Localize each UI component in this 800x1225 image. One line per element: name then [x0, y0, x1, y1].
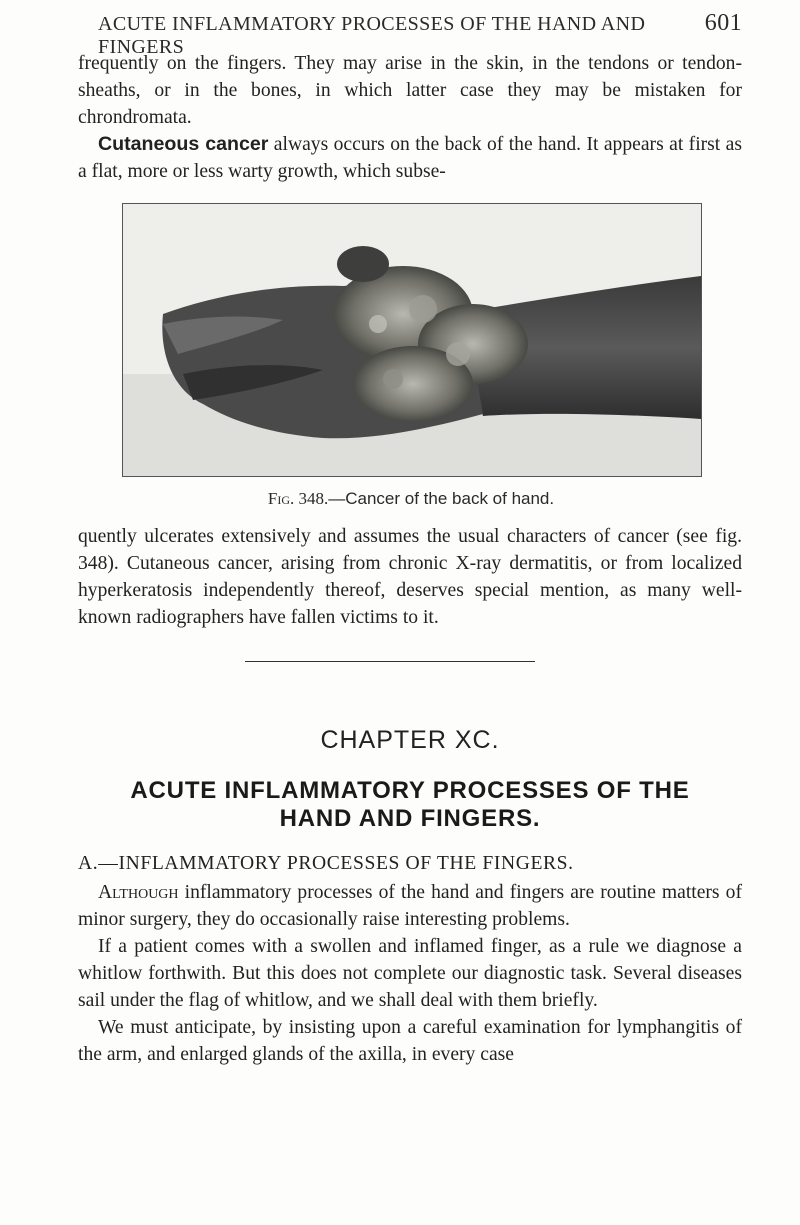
running-head-title: ACUTE INFLAMMATORY PROCESSES OF THE HAND AND FINGERS: [98, 13, 646, 58]
section-divider: [245, 661, 535, 662]
section-paragraph-1: [78, 879, 742, 933]
page-number: 601: [704, 10, 742, 36]
cutaneous-cancer-text: always occurs on the back of the hand. It appears at first as a flat, more or less warty growth, which subse-: [78, 134, 742, 182]
section-heading: A.—INFLAMMATORY PROCESSES OF THE FINGERS.: [78, 853, 574, 874]
figure-caption-text: —Cancer of the back of hand.: [328, 489, 555, 508]
tumor-mass: [337, 246, 389, 282]
section-paragraph-2: If a patient comes with a swollen and inflamed finger, as a rule we diagnose a whitlow forthwith. But this does not complete our diagnostic task. Several diseases sail under the flag of whitlow, and we shall deal with them briefly.: [78, 936, 742, 1011]
intro-paragraph: frequently on the fingers. They may arise in the skin, in the tendons or tendon-sheaths, or in the bones, in which latter case they may be mistaken for chrondromata.: [78, 53, 742, 128]
chapter-title: [78, 777, 742, 833]
book-page: [78, 10, 742, 1068]
tumor-nodule: [383, 369, 403, 389]
section-paragraph-1-lead: Although: [98, 882, 179, 903]
figure-caption: [122, 489, 700, 509]
chapter-title-line-1: ACUTE INFLAMMATORY PROCESSES OF THE: [130, 777, 690, 804]
cutaneous-cancer-paragraph: [78, 131, 742, 185]
tumor-nodule: [409, 295, 437, 323]
chapter-number: CHAPTER XC.: [320, 726, 500, 754]
hand-illustration: [123, 204, 701, 476]
section-paragraph-1-text: inflammatory processes of the hand and fingers are routine matters of minor surgery, they do occasionally raise interesting problems.: [78, 882, 742, 930]
tumor-nodule: [369, 315, 387, 333]
cutaneous-cancer-lead: Cutaneous cancer: [98, 133, 269, 155]
chapter-title-line-2: HAND AND FINGERS.: [279, 805, 541, 832]
running-head: [78, 10, 742, 58]
figure-label: Fig. 348.: [267, 489, 329, 508]
tumor-nodule: [446, 342, 470, 366]
continuation-paragraph: quently ulcerates extensively and assumes the usual characters of cancer (see fig. 348). Cutaneous cancer, arising from chronic X-ray dermatitis, or from localized hyperkeratosis independently thereof, deserves special mention, as many well-known radiographers have fallen victims to it.: [78, 526, 742, 628]
section-paragraph-3: We must anticipate, by insisting upon a careful examination for lymphangitis of the arm, and enlarged glands of the axilla, in every case: [78, 1017, 742, 1065]
hand-cancer-photograph: [122, 203, 702, 477]
